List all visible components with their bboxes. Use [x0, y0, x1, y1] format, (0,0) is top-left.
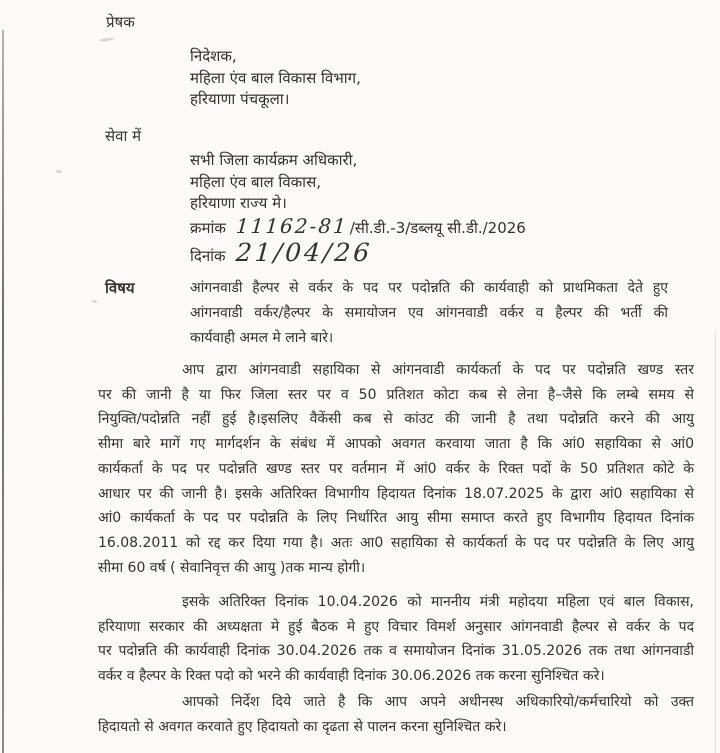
- sender-address: [190, 46, 361, 111]
- text-line: सीमा बारे मागें गए मार्गदर्शन के संबंध में आपको अवगत करवाया जाता है कि आं0 सहायिका से आं0: [98, 436, 694, 453]
- date-row: [190, 238, 372, 267]
- text-line: आंगनवाडी हैल्पर से वर्कर के पद पर पदोन्नति की कार्यवाही को प्राथमिकता देते हुए: [190, 280, 668, 296]
- text-line: आधार पर की जानी है। इसके अतिरिक्त विभागीय हिदायत दिनांक 18.07.2025 के द्वारा आं0 सहायिका से: [98, 485, 694, 502]
- text-line: महिला एंव बाल विकास,: [190, 172, 321, 191]
- body-paragraph-1: [98, 358, 694, 580]
- text-line: नियुक्ति/पदोन्नति नहीं हुई है।इसलिए वैकेंसी कब से कांउट की जानी है तथा पदोन्नति करने की आयु: [98, 411, 694, 428]
- text-line: सीमा 60 वर्ष ( सेवानिवृत्त की आयु )तक मान्य होगी।: [98, 559, 366, 576]
- scan-smudge: [92, 300, 97, 303]
- text-line: कार्यकर्ता के पद पर पदोन्नति खण्ड स्तर पर वर्तमान में आं0 वर्कर के रिक्त पदों के 50 प्रतिशत कोटे के: [98, 460, 694, 477]
- scan-smudge: [100, 37, 114, 42]
- text-line: सभी जिला कार्यक्रम अधिकारी,: [190, 151, 358, 169]
- body-paragraph-2: [98, 590, 694, 689]
- to-label: सेवा में: [105, 127, 142, 145]
- text-line: वर्कर व हैल्पर के रिक्त पदो को भरने की कार्यवाही दिनांक 30.06.2026 तक करना सुनिश्चित करे।: [98, 668, 605, 685]
- reference-printed-suffix: /सी.डी.-3/डब्लयू सी.डी./2026: [349, 219, 526, 237]
- reference-label: क्रमांक: [190, 219, 226, 237]
- text-line: आप द्वारा आंगनवाडी सहायिका से आंगनवाडी कार्यकर्ता के पद पर पदोन्नति खण्ड स्तर: [182, 362, 694, 378]
- scan-edge-line-left: [2, 30, 4, 753]
- text-line: हरियाणा सरकार की अध्यक्षता मे हुई बैठक मे हुए विचार विमर्श अनुसार आंगनवाडी हैल्पर से वर्कर के पद: [98, 618, 694, 635]
- text-line: आपको निर्देश दिये जाते है कि आप अपने अधीनस्थ अधिकारियो/कर्मचारियो को उक्त: [182, 694, 694, 710]
- text-line: आं0 कार्यकर्ता के पद पर पदोन्नति के लिए निर्धारित आयु सीमा समाप्त करते हुए विभागीय हिदायत दिनांक: [98, 510, 694, 527]
- text-line: पर की जानी है या फिर जिला स्तर पर व 50 प्रतिशत कोटा कब से लेना है–जैसे कि लम्बे समय से: [98, 386, 694, 403]
- recipient-address: [190, 150, 357, 215]
- text-line: पर पदोन्नति की कार्यवाही दिनांक 30.04.2026 तक व समायोजन दिनांक 31.05.2026 तक तथा आंगनवाडी: [98, 643, 694, 660]
- date-label: दिनांक: [190, 247, 226, 265]
- text-line: निदेशक,: [190, 47, 237, 65]
- text-line: हिदायतो से अवगत करवाते हुए हिदायतो का दृढता से पालन करना सुनिश्चित करे।: [98, 718, 507, 735]
- scan-smudge: [56, 170, 62, 173]
- reference-handwritten-number: 11162-81: [235, 214, 349, 238]
- sender-label: प्रेषक: [106, 13, 135, 31]
- date-handwritten: 21/04/26: [234, 238, 373, 267]
- text-line: आंगनवाडी वर्कर/हैल्पर के समायोजन एव आंगनवाडी वर्कर व हैल्पर की भर्ती की: [190, 305, 668, 321]
- text-line: इसके अतिरिक्त दिनांक 10.04.2026 को माननीय मंत्री महोदया महिला एवं बाल विकास,: [182, 594, 694, 610]
- body-paragraph-3: [98, 690, 694, 739]
- text-line: हरियाणा पंचकूला।: [190, 90, 290, 108]
- text-line: कार्यवाही अमल मे लाने बारे।: [190, 330, 334, 346]
- text-line: हरियाणा राज्य मे।: [190, 194, 287, 212]
- reference-number-row: [190, 214, 526, 238]
- text-line: महिला एंव बाल विकास विभाग,: [190, 68, 361, 87]
- text-line: 16.08.2011 को रद्द कर दिया गया है। अतः आ0 सहायिका से कार्यकर्ता के पद पर पदोन्नति के लिए आयु: [98, 534, 694, 551]
- scan-edge-line-right: [715, 330, 716, 753]
- subject-text: [190, 276, 668, 351]
- subject-label: विषय: [105, 279, 135, 297]
